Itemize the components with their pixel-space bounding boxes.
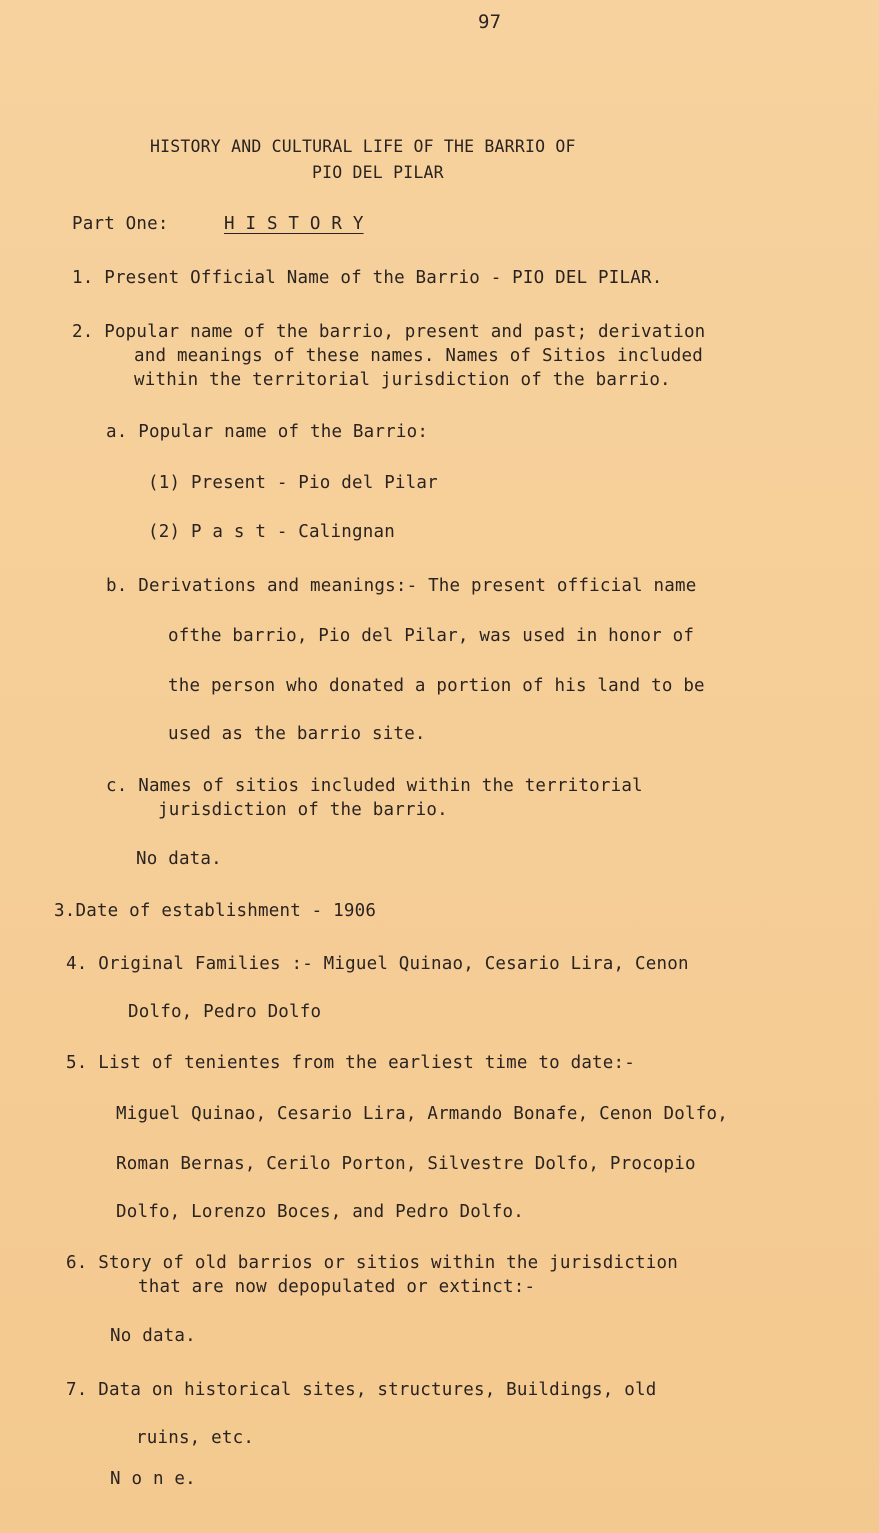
item-2-line-1: 2. Popular name of the barrio, present and past; derivation: [72, 322, 706, 342]
item-6-answer: No data.: [110, 1326, 196, 1346]
item-5-line-4: Dolfo, Lorenzo Boces, and Pedro Dolfo.: [116, 1202, 524, 1222]
item-3: 3.Date of establishment - 1906: [54, 901, 377, 921]
item-7-line-2: ruins, etc.: [136, 1428, 255, 1448]
item-4-line-1: 4. Original Families :- Miguel Quinao, Cesario Lira, Cenon: [66, 954, 689, 974]
item-2a: a. Popular name of the Barrio:: [106, 422, 429, 442]
item-2c-answer: No data.: [136, 849, 222, 869]
item-2c-line-1: c. Names of sitios included within the territorial: [106, 776, 643, 796]
item-2c-line-2: jurisdiction of the barrio.: [158, 800, 448, 820]
item-1: 1. Present Official Name of the Barrio - PIO DEL PILAR.: [72, 268, 663, 288]
part-label: Part One:: [72, 214, 169, 234]
item-2-line-3: within the territorial jurisdiction of the barrio.: [134, 370, 671, 390]
item-2b-line-2: ofthe barrio, Pio del Pilar, was used in honor of: [168, 626, 695, 646]
document-title-line-1: HISTORY AND CULTURAL LIFE OF THE BARRIO OF: [150, 137, 576, 156]
item-6-line-1: 6. Story of old barrios or sitios within the jurisdiction: [66, 1253, 678, 1273]
item-5-line-1: 5. List of tenientes from the earliest time to date:-: [66, 1053, 636, 1073]
item-2a-past: (2) P a s t - Calingnan: [148, 522, 395, 542]
part-heading: H I S T O R Y: [224, 214, 364, 234]
document-title-line-2: PIO DEL PILAR: [312, 163, 444, 182]
item-2b-line-3: the person who donated a portion of his land to be: [168, 676, 705, 696]
item-2-line-2: and meanings of these names. Names of Sitios included: [134, 346, 704, 366]
item-5-line-3: Roman Bernas, Cerilo Porton, Silvestre Dolfo, Procopio: [116, 1154, 696, 1174]
page-number: 97: [478, 11, 502, 33]
item-2a-present: (1) Present - Pio del Pilar: [148, 473, 438, 493]
item-6-line-2: that are now depopulated or extinct:-: [138, 1277, 536, 1297]
item-2b-line-4: used as the barrio site.: [168, 724, 426, 744]
item-2b-line-1: b. Derivations and meanings:- The present official name: [106, 576, 697, 596]
item-7-line-1: 7. Data on historical sites, structures, Buildings, old: [66, 1380, 657, 1400]
item-4-line-2: Dolfo, Pedro Dolfo: [128, 1002, 322, 1022]
item-7-answer: N o n e.: [110, 1469, 196, 1489]
item-5-line-2: Miguel Quinao, Cesario Lira, Armando Bonafe, Cenon Dolfo,: [116, 1104, 728, 1124]
